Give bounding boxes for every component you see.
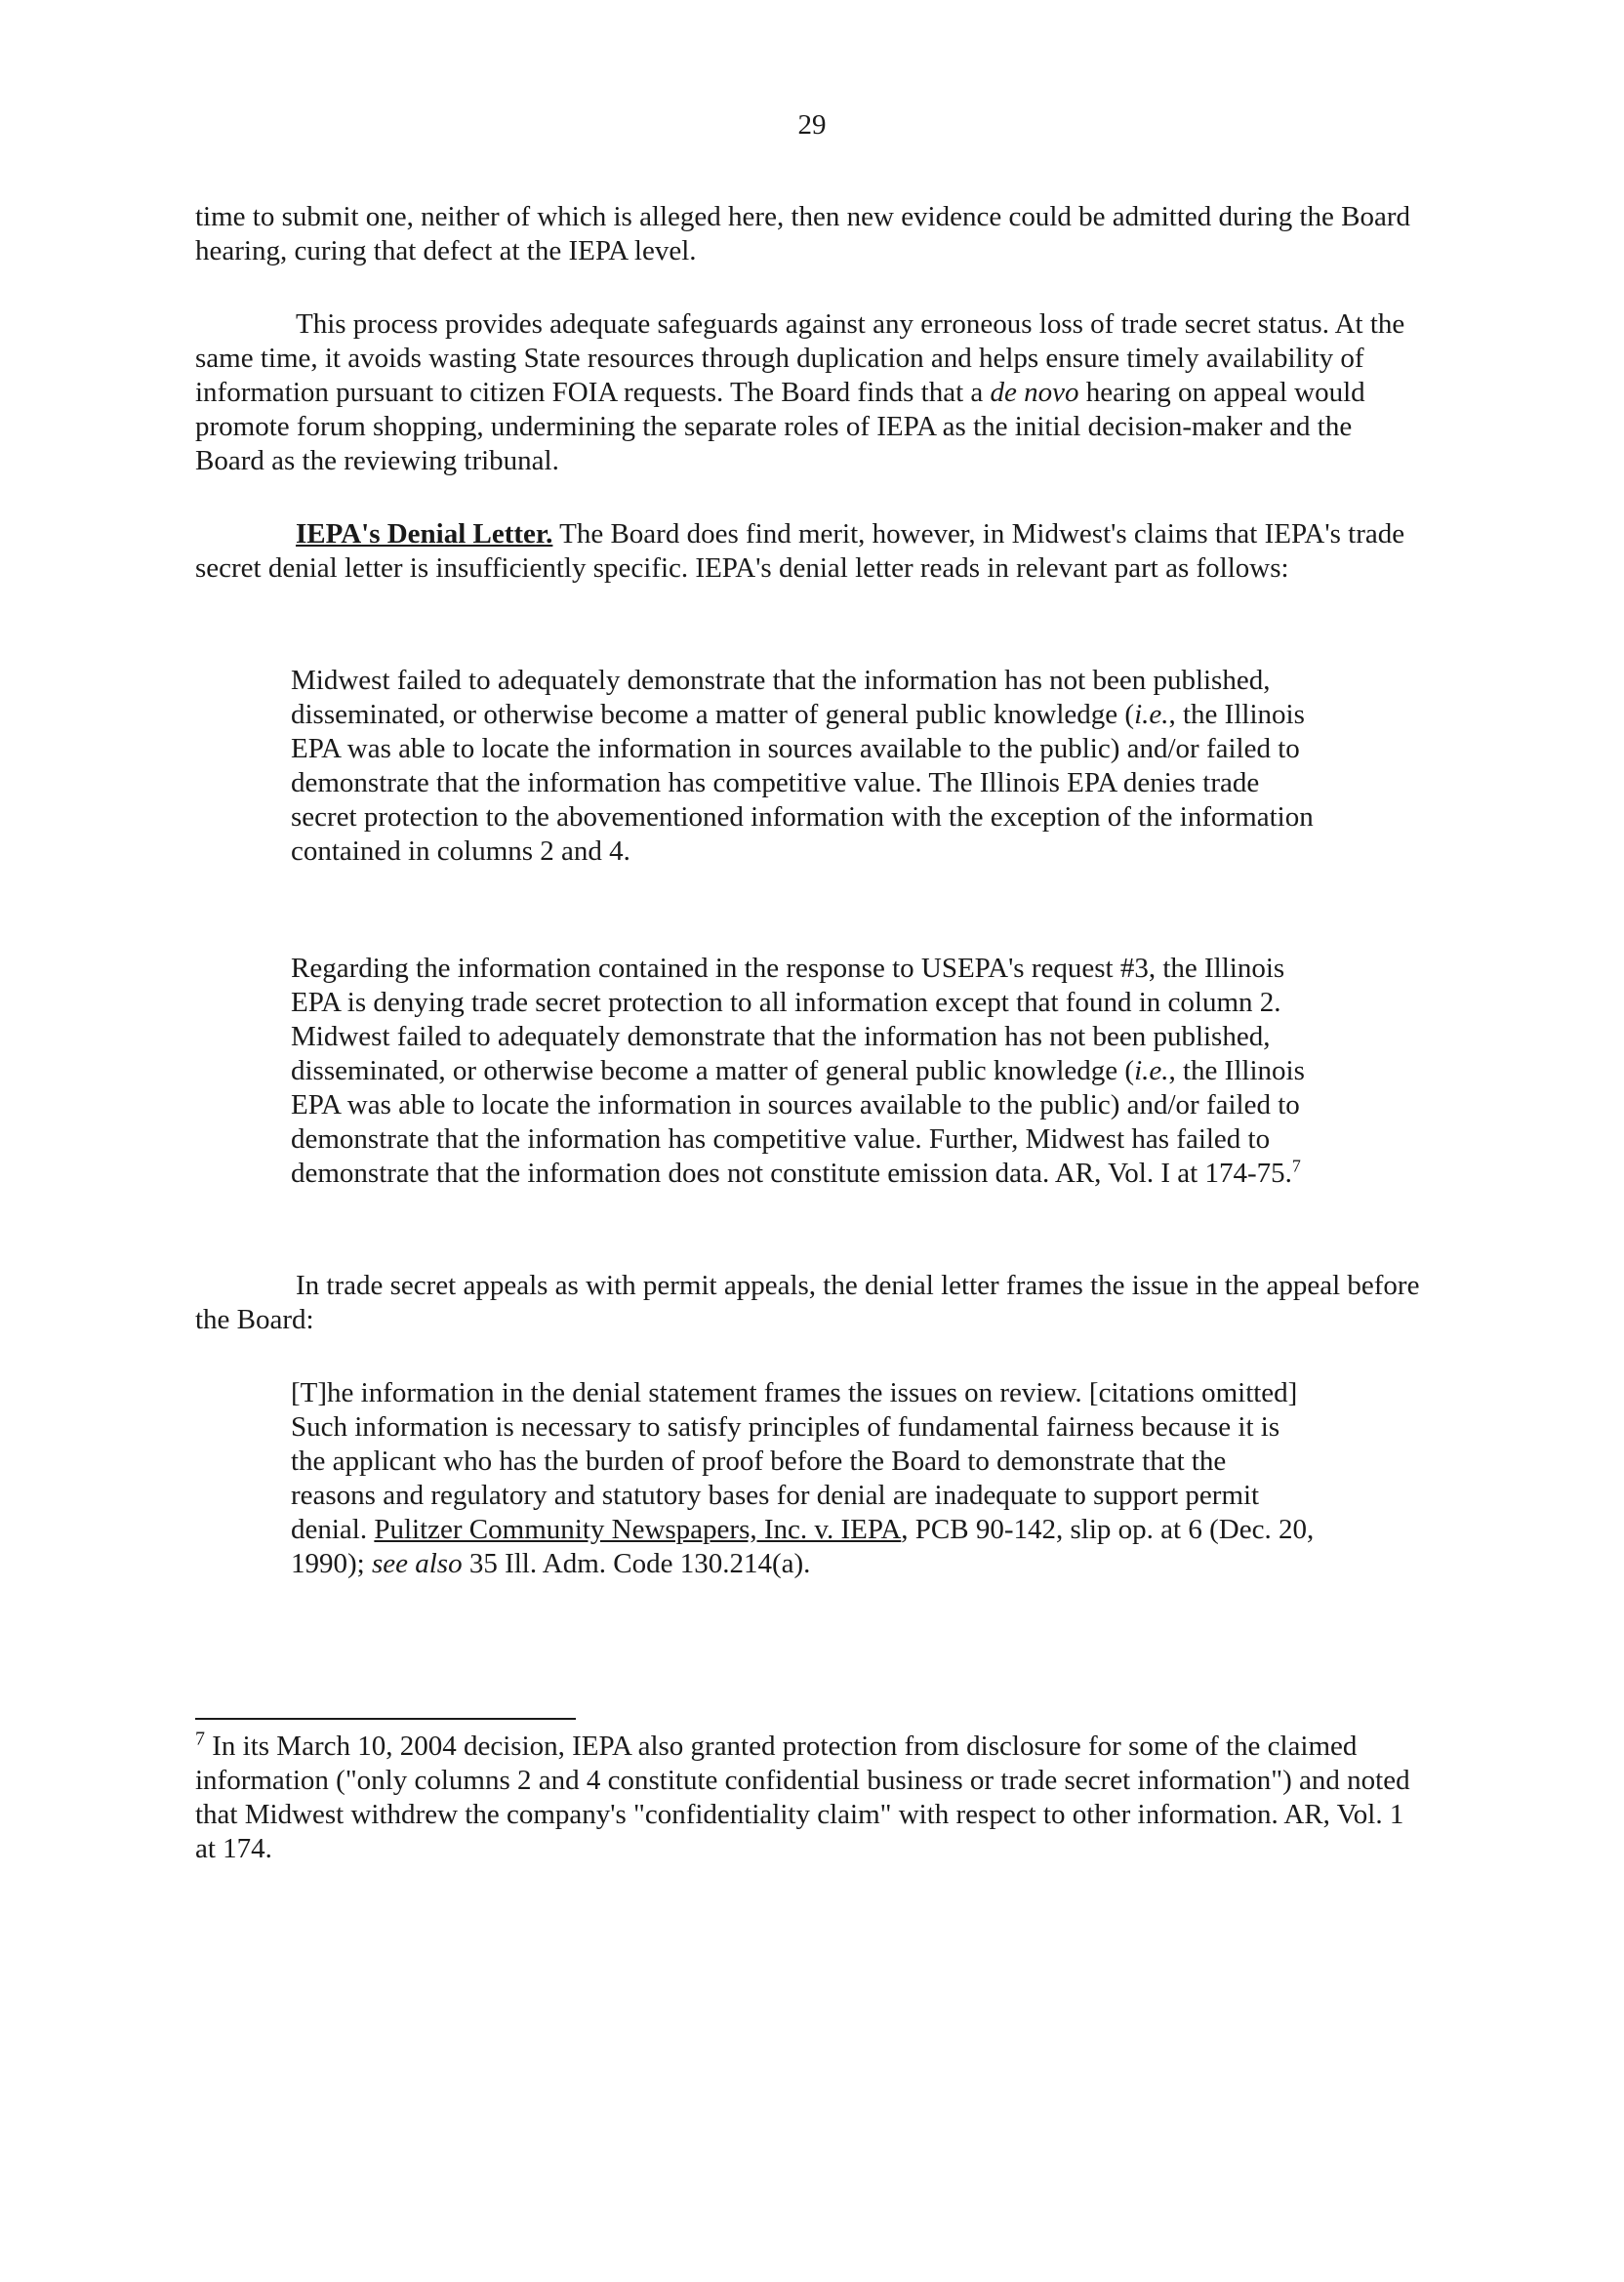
block-quote-denial-2: [291, 952, 1316, 1191]
see-also-term: see also: [371, 1548, 463, 1579]
paragraph-safeguards: [195, 307, 1420, 478]
page-number: 29: [797, 109, 827, 141]
paragraph-trade-secret-appeals: In trade secret appeals as with permit appeals, the denial letter frames the issue in the appeal before the Board:: [195, 1270, 1420, 1335]
paragraph-denial-letter: [195, 517, 1420, 586]
footnote-mark: 7: [195, 1728, 205, 1750]
citation-text-end: 35 Ill. Adm. Code 130.214(a).: [462, 1548, 811, 1579]
paragraph-continuation: time to submit one, neither of which is alleged here, then new evidence could be admitted during the Board hearing, curing that defect at the IEPA level.: [195, 201, 1411, 266]
citation-text: , PCB 90-142, slip op. at 6 (Dec. 20, 1990);: [291, 1514, 1315, 1579]
quote-text: [T]he information in the denial statement frames the issues on review. [citations omitted] Such information is necessary to satisfy principles of fundamental fairness because it is the applicant who has the burden of proof before the Board to demonstrate that the reasons and regulatory and statutory bases for denial are inadequate to support permit denial.: [291, 1377, 1298, 1545]
ie-term: i.e.: [1134, 699, 1169, 730]
block-quote-pulitzer: [291, 1376, 1316, 1581]
quote-text: Regarding the information contained in the response to USEPA's request #3, the Illinois EPA is denying trade secret protection to all information except that found in column 2. Midwest failed to adequately demonstrate that the information has not been published, disseminated, or otherwise become a matter of general public knowledge (: [291, 953, 1285, 1086]
quote-text-end: , the Illinois EPA was able to locate the information in sources available to the public) and/or failed to demonstrate that the information has competitive value. The Illinois EPA denies trade secret protection to the abovementioned information with the exception of the information contained in columns 2 and 4.: [291, 699, 1314, 867]
footnote-reference[interactable]: 7: [1291, 1156, 1301, 1176]
case-citation: Pulitzer Community Newspapers, Inc. v. IEPA: [374, 1514, 902, 1545]
footnote-7: [195, 1730, 1420, 1866]
quote-text-end: , the Illinois EPA was able to locate the information in sources available to the public) and/or failed to demonstrate that the information has competitive value. Further, Midwest has failed to demonstrate that the information does not constitute emission data. AR, Vol. I at 174-75.: [291, 1055, 1305, 1189]
footnote-text: In its March 10, 2004 decision, IEPA also granted protection from disclosure for some of the claimed information ("only columns 2 and 4 constitute confidential business or trade secret information") and noted that Midwest withdrew the company's "confidentiality claim" with respect to other information. AR, Vol. 1 at 174.: [195, 1731, 1410, 1864]
ie-term: i.e.: [1134, 1055, 1169, 1086]
block-quote-denial-1: [291, 664, 1316, 869]
paragraph-denial-letter-text: The Board does find merit, however, in Midwest's claims that IEPA's trade secret denial letter is insufficiently specific. IEPA's denial letter reads in relevant part as follows:: [195, 518, 1405, 584]
paragraph-safeguards-text-end: hearing on appeal would promote forum shopping, undermining the separate roles of IEPA as the initial decision-maker and the Board as the reviewing tribunal.: [195, 377, 1365, 476]
paragraph-safeguards-text: This process provides adequate safeguards against any erroneous loss of trade secret status. At the same time, it avoids wasting State resources through duplication and helps ensure timely availability of information pursuant to citizen FOIA requests. The Board finds that a: [195, 308, 1405, 408]
section-heading: IEPA's Denial Letter.: [296, 518, 553, 550]
quote-text: Midwest failed to adequately demonstrate that the information has not been published, disseminated, or otherwise become a matter of general public knowledge (: [291, 665, 1271, 730]
footnote-divider: [195, 1718, 576, 1720]
de-novo-term: de novo: [990, 377, 1079, 408]
